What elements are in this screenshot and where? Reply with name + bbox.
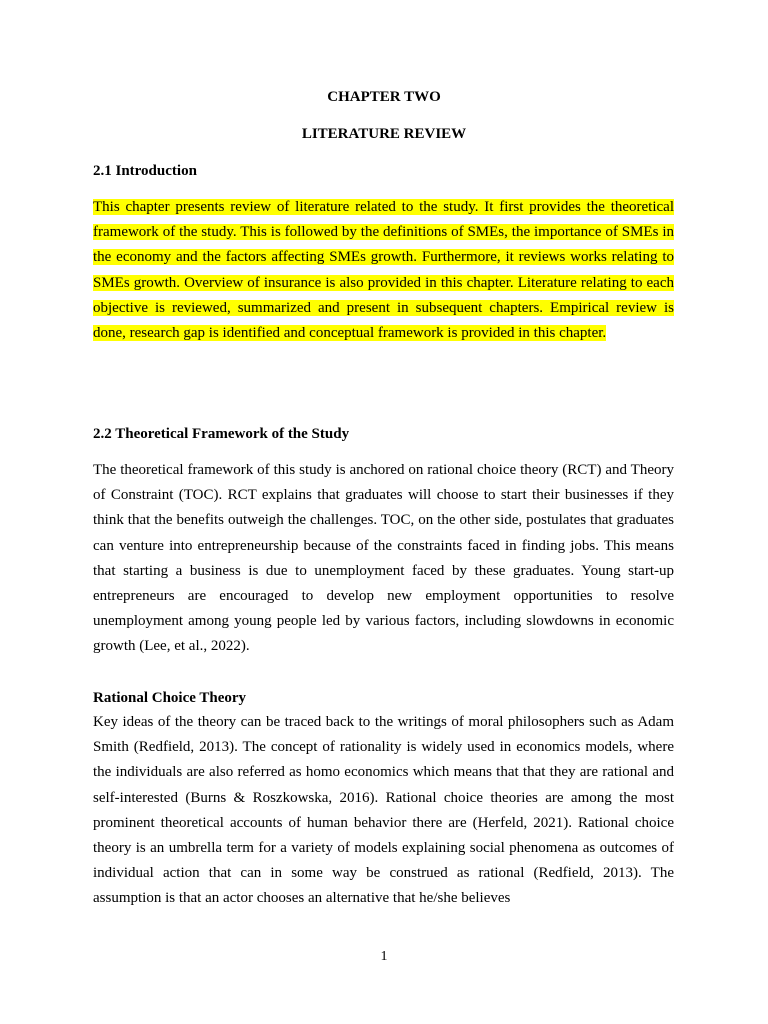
- subsection-heading-rational-choice-theory: Rational Choice Theory: [93, 690, 247, 706]
- introduction-paragraph: [93, 195, 674, 346]
- page-number: 1: [380, 949, 388, 964]
- rational-choice-theory-paragraph: Key ideas of the theory can be traced back to the writings of moral philosophers such as Adam Smith (Redfield, 2013). The concept of rationality is widely used in economics models, where the individuals are also referred as homo economics which means that that they are rational and self-interested (Burns & Roszkowska, 2016). Rational choice theories are among the most prominent theoretical accounts of human behavior there are (Herfeld, 2021). Rational choice theory is an umbrella term for a variety of models explaining social phenomena as outcomes of individual action that can in some way be construed as rational (Redfield, 2013). The assumption is that an actor chooses an alternative that he/she believes: [93, 714, 674, 907]
- section-heading-theoretical-framework: 2.2 Theoretical Framework of the Study: [93, 426, 350, 442]
- chapter-title: CHAPTER TWO: [327, 89, 441, 105]
- section-heading-introduction: 2.1 Introduction: [93, 163, 197, 179]
- theoretical-framework-paragraph: The theoretical framework of this study is anchored on rational choice theory (RCT) and Theory of Constraint (TOC). RCT explains that graduates will choose to start their businesses if they think that the benefits outweigh the challenges. TOC, on the other side, postulates that graduates can venture into entrepreneurship because of the constraints faced in finding jobs. This means that starting a business is due to unemployment faced by these graduates. Young start-up entrepreneurs are encouraged to develop new employment opportunities to resolve unemployment among young people led by various factors, including slowdowns in economic growth (Lee, et al., 2022).: [93, 462, 674, 655]
- highlighted-text: This chapter presents review of literature related to the study. It first provides the theoretical framework of the study. This is followed by the definitions of SMEs, the importance of SMEs in the economy and the factors affecting SMEs growth. Furthermore, it reviews works relating to SMEs growth. Overview of insurance is also provided in this chapter. Literature relating to each objective is reviewed, summarized and present in subsequent chapters. Empirical review is done, research gap is identified and conceptual framework is provided in this chapter.: [93, 199, 674, 342]
- chapter-subtitle: LITERATURE REVIEW: [301, 126, 467, 142]
